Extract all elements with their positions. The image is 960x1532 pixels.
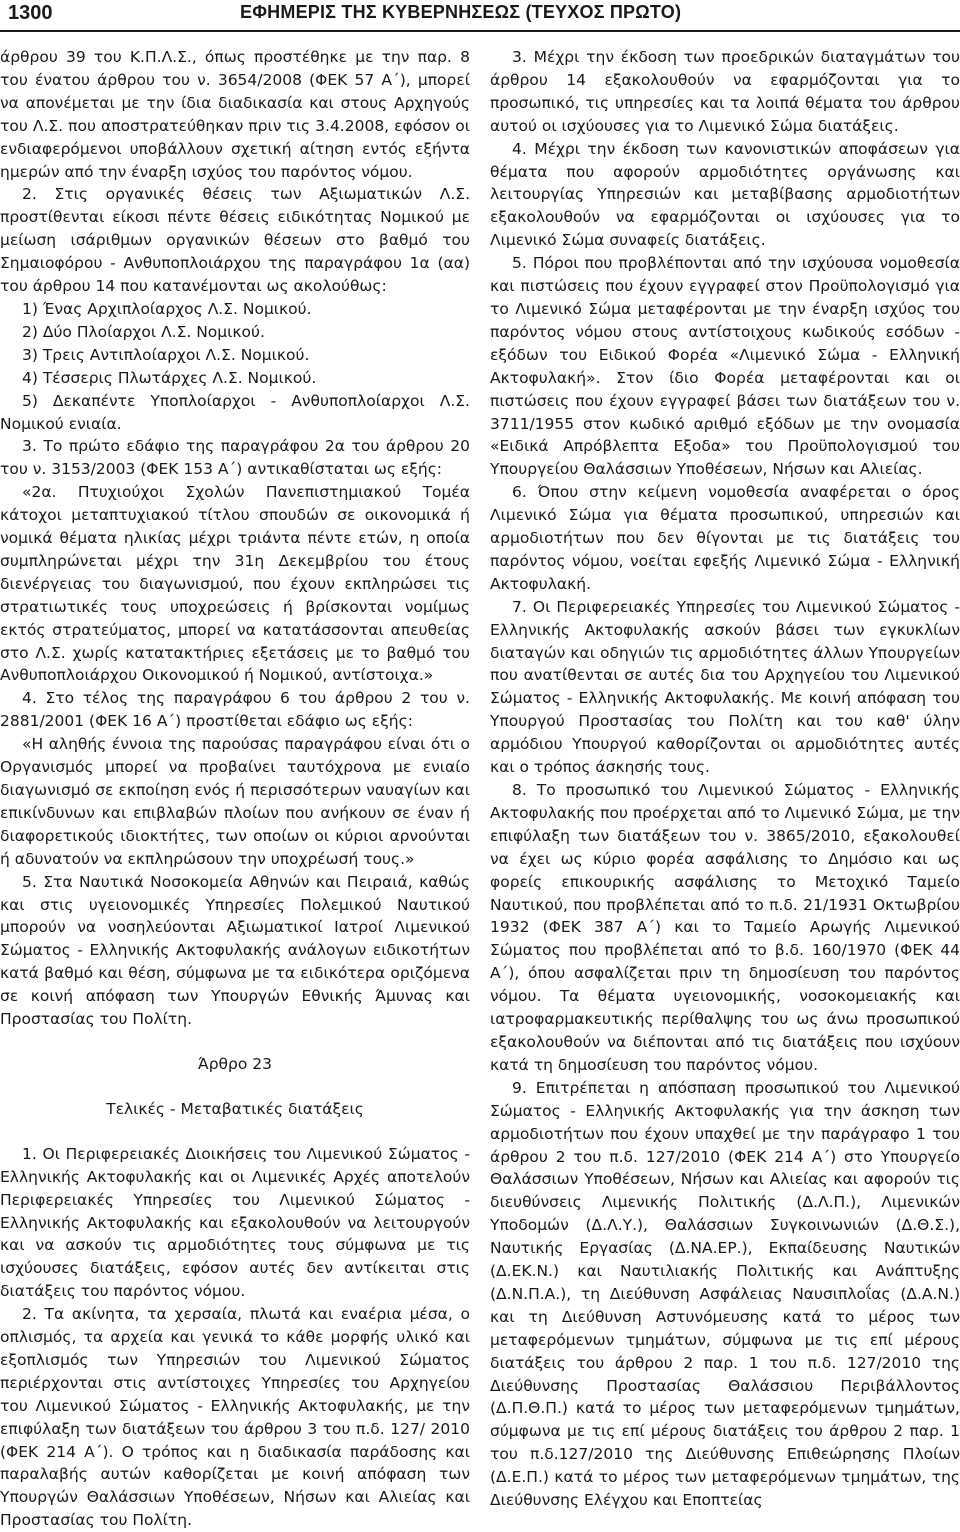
gazette-title: ΕΦΗΜΕΡΙΣ ΤΗΣ ΚΥΒΕΡΝΗΣΕΩΣ (ΤΕΥΧΟΣ ΠΡΩΤΟ) bbox=[240, 2, 682, 22]
page-number: 1300 bbox=[8, 2, 53, 24]
article-paragraph-2: 2. Τα ακίνητα, τα χερσαία, πλωτά και εναέρια μέσα, ο οπλισμός, τα αρχεία και γενικά το κάθε μορφής υλικό και εξοπλισμός των Υπηρεσιών του Λιμενικού Σώματος περιέρχονται στις αντίστοιχες Υπηρεσίες του Αρχηγείου του Λιμενικού Σώματος - Ελληνικής Ακτοφυλακής, με την επιφύλαξη των διατάξεων του άρθρου 3 του π.δ. 127/ 2010 (ΦΕΚ 214 Α΄). Ο τρόπος και η διαδικασία παράδοσης και παραλαβής αυτών καθορίζεται με κοινή απόφαση των Υπουργών Θαλάσσιων Υποθέσεων, Νήσων και Αλιείας και Προστασίας του Πολίτη. bbox=[0, 1305, 470, 1530]
article-paragraph-4: 4. Μέχρι την έκδοση των κανονιστικών αποφάσεων για θέματα που αφορούν αρμοδιότητες οργάνωσης και λειτουργίας Υπηρεσιών και μεταβίβασης αρμοδιοτήτων εξακολουθούν να εφαρμόζονται οι ισχύουσες για το Λιμενικό Σώμα συναφείς διατάξεις. bbox=[490, 139, 960, 250]
paragraph-3-quote: «2α. Πτυχιούχοι Σχολών Πανεπιστημιακού Τομέα κάτοχοι μεταπτυχιακού τίτλου σπουδών σε οικονομικά ή νομικά θέματα ηλικίας μέχρι τριάντα πέντε ετών, η οποία συμπληρώνεται μέχρι την 31η Δεκεμβρίου του έτους διενέργειας του διαγωνισμού, που έχουν εκπληρώσει τις στρατιωτικές τους υποχρεώσεις ή βρίσκονται νομίμως εκτός στρατεύματος, μπορεί να κατατάσσονται απευθείας στο Λ.Σ. χωρίς κατατακτήριες εξετάσεις με το βαθμό του Ανθυποπλοιάρχου Οικονομικού ή Νομικού, αντίστοιχα.» bbox=[0, 483, 470, 685]
spacer bbox=[0, 1121, 470, 1143]
left-column bbox=[0, 46, 470, 1530]
right-column bbox=[490, 46, 960, 1510]
paragraph-4: 4. Στο τέλος της παραγράφου 6 του άρθρου 2 του ν. 2881/2001 (ΦΕΚ 16 Α΄) προστίθεται εδάφιο ως εξής: bbox=[0, 689, 470, 731]
header-rule bbox=[0, 30, 960, 32]
list-item: 3) Τρεις Αντιπλοίαρχοι Λ.Σ. Νομικού. bbox=[22, 345, 310, 364]
spacer bbox=[0, 1076, 470, 1098]
article-paragraph-6: 6. Όπου στην κείμενη νομοθεσία αναφέρεται ο όρος Λιμενικό Σώμα για θέματα προσωπικού, υπηρεσιών και αρμοδιοτήτων που δεν θίγονται με τις διατάξεις του παρόντος νόμου, νοείται εφεξής Λιμενικό Σώμα - Ελληνική Ακτοφυλακή. bbox=[490, 483, 960, 593]
article-subtitle: Τελικές - Μεταβατικές διατάξεις bbox=[106, 1099, 364, 1118]
list-item: 2) Δύο Πλοίαρχοι Λ.Σ. Νομικού. bbox=[22, 322, 265, 341]
list-item: 4) Τέσσερις Πλωτάρχες Λ.Σ. Νομικού. bbox=[22, 368, 317, 387]
article-paragraph-7: 7. Οι Περιφερειακές Υπηρεσίες του Λιμενικού Σώματος - Ελληνικής Ακτοφυλακής ασκούν βάσει των εγκυκλίων διαταγών και οδηγιών τις αρμοδιότητες άλλων Υπουργείων που ανατίθενται σε αυτές δια του Αρχηγείου του Λιμενικού Σώματος - Ελληνικής Ακτοφυλακής. Με κοινή απόφαση του Υπουργού Προστασίας του Πολίτη και του καθ' ύλην αρμόδιου Υπουργού καθορίζονται οι αρμοδιότητες αυτές και ο τρόπος άσκησής τους. bbox=[490, 597, 960, 777]
article-paragraph-5: 5. Πόροι που προβλέπονται από την ισχύουσα νομοθεσία και πιστώσεις που έχουν εγγραφεί στον Προϋπολογισμό για το Λιμενικό Σώμα μεταφέρονται με την έναρξη ισχύος του παρόντος νόμου στους αντίστοιχους κωδικούς εσόδων - εξόδων του Ειδικού Φορέα «Λιμενικό Σώμα - Ελληνική Ακτοφυλακή». Στον ίδιο Φορέα μεταφέρονται και οι πιστώσεις που έχουν εγγραφεί βάσει των διατάξεων του ν. 3711/1955 στον κωδικό αριθμό εξόδων με την ονομασία «Ειδικά Απρόβλεπτα Εξοδα» του Προϋπολογισμού του Υπουργείου Θαλάσσιων Υποθέσεων, Νήσων και Αλιείας. bbox=[490, 254, 960, 479]
paragraph-4-quote: «Η αληθής έννοια της παρούσας παραγράφου είναι ότι ο Οργανισμός μπορεί να προβαίνει ταυτόχρονα με ενιαίο διαγωνισμό σε εκποίηση ενός ή περισσότερων ναυαγίων και επικίνδυνων και επιβλαβών πλοίων που ανήκουν σε έναν ή διαφορετικούς ιδιοκτήτες, των οποίων οι κύριοι αρνούνται ή αδυνατούν να εκπληρώσουν την υποχρέωσή τους.» bbox=[0, 735, 470, 868]
paragraph-2: 2. Στις οργανικές θέσεις των Αξιωματικών Λ.Σ. προστίθενται είκοσι πέντε θέσεις ειδικότητας Νομικού με μείωση ισάριθμων οργανικών θέσεων στο βαθμό του Σημαιοφόρου - Ανθυποπλοιάρχου της παραγράφου 1α (αα) του άρθρου 14 που κατανέμονται ως ακολούθως: bbox=[0, 185, 470, 296]
running-header bbox=[0, 0, 960, 30]
paragraph-5: 5. Στα Ναυτικά Νοσοκομεία Αθηνών και Πειραιά, καθώς και στις υγειονομικές Υπηρεσίες Πολεμικού Ναυτικού μπορούν να νοσηλεύονται Αξιωματικοί Ιατροί Λιμενικού Σώματος - Ελληνικής Ακτοφυλακής ανάλογων ειδικοτήτων κατά βαθμό και θέση, σύμφωνα με τα ειδικότερα οριζόμενα σε κοινή απόφαση των Υπουργών Εθνικής Άμυνας και Προστασίας του Πολίτη. bbox=[0, 872, 470, 1029]
paragraph-continuation: άρθρου 39 του Κ.Π.Λ.Σ., όπως προστέθηκε με την παρ. 8 του ένατου άρθρου του ν. 3654/2008 (ΦΕΚ 57 Α΄), μπορεί να απονέμεται με την ίδια διαδικασία και στους Αρχηγούς του Λ.Σ. που αποστρατεύθηκαν πριν τις 3.4.2008, εφόσον οι ενδιαφερόμενοι υποβάλλουν σχετική αίτηση εντός εξήντα ημερών από την έναρξη ισχύος του παρόντος νόμου. bbox=[0, 48, 470, 181]
article-paragraph-9: 9. Επιτρέπεται η απόσπαση προσωπικού του Λιμενικού Σώματος - Ελληνικής Ακτοφυλακής για την άσκηση των αρμοδιοτήτων που έχουν υπαχθεί με την παράγραφο 1 του άρθρου 2 του π.δ. 127/2010 (ΦΕΚ 214 Α΄) στο Υπουργείο Θαλάσσιων Υποθέσεων, Νήσων και Αλιείας και αφορούν τις διευθύνσεις Λιμενικής Πολιτικής (Δ.Λ.Π.), Λιμενικών Υποδομών (Δ.Λ.Υ.), Θαλάσσιων Συγκοινωνιών (Δ.Θ.Σ.), Ναυτικής Εργασίας (Δ.ΝΑ.ΕΡ.), Εκπαίδευσης Ναυτικών (Δ.ΕΚ.Ν.) και Ναυτιλιακής Πολιτικής και Ανάπτυξης (Δ.Ν.Π.Α.), τη Διεύθυνση Ασφάλειας Ναυσιπλοΐας (Δ.Α.Ν.) και τη Διεύθυνση Αστυνόμευσης κατά το μέρος των μεταφερόμενων τμημάτων, σύμφωνα με τις επί μέρους διατάξεις του άρθρου 2 παρ. 1 του π.δ. 127/2010 της Διεύθυνσης Προστασίας Θαλάσσιου Περιβάλλοντος (Δ.Π.Θ.Π.) κατά το μέρος των μεταφερόμενων τμημάτων, σύμφωνα με τις επί μέρους διατάξεις του άρθρου 2 παρ. 1 του π.δ.127/2010 της Διεύθυνσης Επιθεώρησης Πλοίων (Δ.Ε.Π.) κατά το μέρος των μεταφερόμενων τμημάτων, της Διεύθυνσης Ελέγχου και Εποπτείας bbox=[490, 1078, 960, 1510]
spacer bbox=[0, 1031, 470, 1053]
article-paragraph-8: 8. Το προσωπικό του Λιμενικού Σώματος - Ελληνικής Ακτοφυλακής που προέρχεται από το Λιμενικό Σώμα, με την επιφύλαξη των διατάξεων του ν. 3865/2010, εξακολουθεί να έχει ως κύριο φορέα ασφάλισης το Δημόσιο και ως φορείς επικουρικής ασφάλισης το Μετοχικό Ταμείο Ναυτικού, που προβλέπεται από το π.δ. 21/1931 Οκτωβρίου 1932 (ΦΕΚ 387 Α΄) και το Ταμείο Αρωγής Λιμενικού Σώματος που προβλέπεται από το β.δ. 160/1970 (ΦΕΚ 44 Α΄), όπου ασφαλίζεται πριν τη δημοσίευση του παρόντος νόμου. Τα θέματα υγειονομικής, νοσοκομειακής και ιατροφαρμακευτικής περίθαλψης του ως άνω προσωπικού εξακολουθούν να διέπονται από τις διατάξεις που ισχύουν κατά τη δημοσίευση του παρόντος νόμου. bbox=[490, 781, 960, 1074]
article-title: Άρθρο 23 bbox=[197, 1054, 273, 1073]
list-item: 5) Δεκαπέντε Υποπλοίαρχοι - Ανθυποπλοίαρχοι Λ.Σ. Νομικού ενιαία. bbox=[0, 391, 470, 433]
article-paragraph-1: 1. Οι Περιφερειακές Διοικήσεις του Λιμενικού Σώματος - Ελληνικής Ακτοφυλακής και οι Λιμενικές Αρχές αποτελούν Περιφερειακές Υπηρεσίες του Λιμενικού Σώματος - Ελληνικής Ακτοφυλακής και εξακολουθούν να λειτουργούν και να ασκούν τις αρμοδιότητες τους σύμφωνα με τις ισχύουσες διατάξεις, εφόσον αυτές δεν αντίκειται στις διατάξεις του παρόντος νόμου. bbox=[0, 1144, 470, 1301]
article-paragraph-3: 3. Μέχρι την έκδοση των προεδρικών διαταγμάτων του άρθρου 14 εξακολουθούν να εφαρμόζονται για το προσωπικό, τις υπηρεσίες και τα λοιπά θέματα του άρθρου αυτού οι ισχύουσες για το Λιμενικό Σώμα διατάξεις. bbox=[490, 48, 960, 135]
paragraph-3: 3. Το πρώτο εδάφιο της παραγράφου 2α του άρθρου 20 του ν. 3153/2003 (ΦΕΚ 153 Α΄) αντικαθίσταται ως εξής: bbox=[0, 437, 470, 479]
list-item: 1) Ένας Αρχιπλοίαρχος Λ.Σ. Νομικού. bbox=[22, 299, 312, 318]
